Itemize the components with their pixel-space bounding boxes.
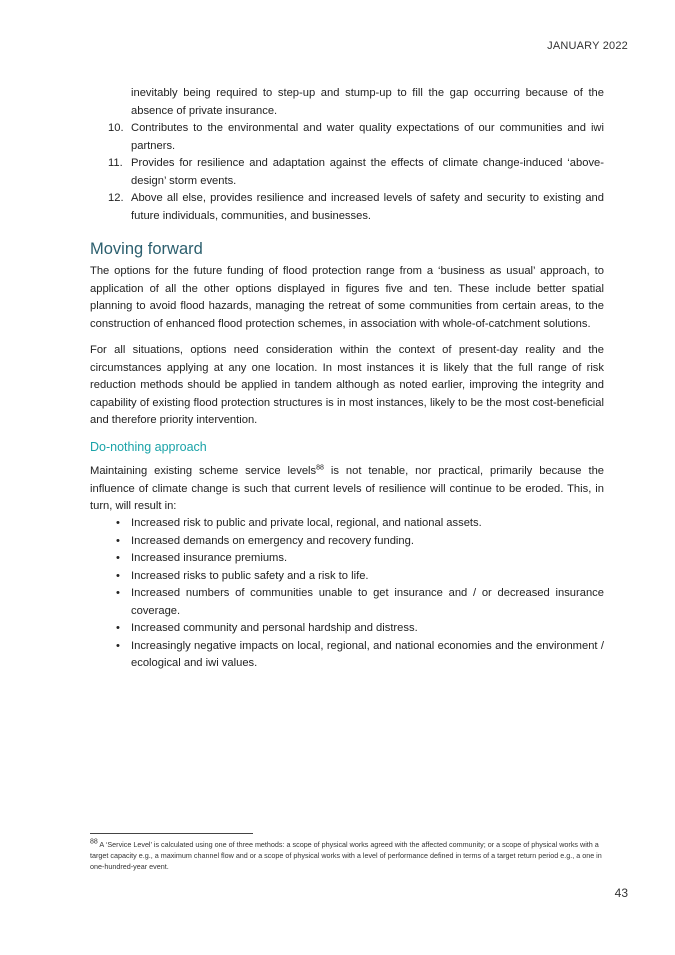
bullet-icon: • [116,622,120,634]
header-date: JANUARY 2022 [547,40,628,52]
bullet-list [90,515,604,673]
page-number: 43 [614,886,628,900]
list-item-number: 10. [108,122,124,134]
list-item [90,120,604,155]
bullet-item [90,620,604,638]
bullet-text: Increased risk to public and private local, regional, and national assets. [131,517,482,529]
list-item-number: 11. [108,157,123,169]
bullet-text: Increased risks to public safety and a risk to life. [131,569,369,582]
numbered-list [90,85,604,225]
section-paragraph-1: The options for the future funding of flood protection range from a ‘business as usual’ approach, to application of all the other options displayed in figures five and ten. These include better spatial planning to avoid flood hazards, managing the retreat of some communities from certain areas, to the construction of enhanced flood protection schemes, in association with whole-of-catchment solutions. [90,265,604,330]
list-item-text: inevitably being required to step-up and stump-up to fill the gap occurring because of the absence of private insurance. [131,87,604,117]
list-item-text: Above all else, provides resilience and increased levels of safety and security to existing and future individuals, communities, and businesses. [131,192,604,222]
intro-text-after: is not tenable, nor practical, primarily because the influence of climate change is such that current levels of resilience will continue to be eroded. This, in turn, will result in: [90,465,605,512]
bullet-item [90,515,604,533]
bullet-item [90,585,604,620]
bullet-text: Increased numbers of communities unable to get insurance and / or decreased insurance coverage. [131,587,604,617]
bullet-icon: • [116,587,120,599]
list-item [90,155,604,190]
bullet-item [90,533,604,551]
section-heading: Moving forward [90,240,203,258]
bullet-item [90,638,604,673]
list-item-text: Contributes to the environmental and water quality expectations of our communities and iwi partners. [131,122,604,152]
bullet-icon: • [116,639,120,652]
bullet-text: Increased community and personal hardship and distress. [131,622,418,634]
bullet-text: Increased insurance premiums. [131,552,288,564]
footnote-divider [90,833,253,834]
intro-text-before: Maintaining existing scheme service levels [90,465,317,477]
list-item [90,85,604,120]
section-paragraph-2: For all situations, options need consideration within the context of present-day reality and the circumstances applying at any one location. In most instances it is likely that the full range of risk reduction methods should be applied in tandem although as noted earlier, improving the integrity and capability of existing flood protection structures is in most instances, likely to be the most cost-beneficial and therefore priority intervention. [90,344,604,426]
footnote-marker: 88 [90,838,98,846]
bullet-item [90,550,604,568]
list-item [90,190,604,225]
footnote [90,839,604,872]
subsection-intro [90,463,604,516]
footnote-reference[interactable]: 88 [316,464,324,472]
bullet-text: Increased demands on emergency and recovery funding. [131,534,414,547]
subsection-heading: Do-nothing approach [90,440,207,454]
footnote-text: A ‘Service Level’ is calculated using one of three methods: a scope of physical works agreed with the affected community; or a scope of physical works with a target capacity e.g., a maximum channel flow and or a scope of physical works with a level of performance defined in terms of a target return period e.g., a one in one-hundred-year event. [90,840,602,871]
list-item-number: 12. [108,192,124,204]
bullet-icon: • [116,552,120,564]
bullet-icon: • [116,517,120,529]
list-item-text: Provides for resilience and adaptation against the effects of climate change-induced ‘above-design’ storm events. [131,157,604,187]
bullet-icon: • [116,534,120,547]
bullet-item [90,568,604,586]
bullet-icon: • [116,569,120,582]
bullet-text: Increasingly negative impacts on local, regional, and national economies and the environment / ecological and iwi values. [131,639,604,669]
